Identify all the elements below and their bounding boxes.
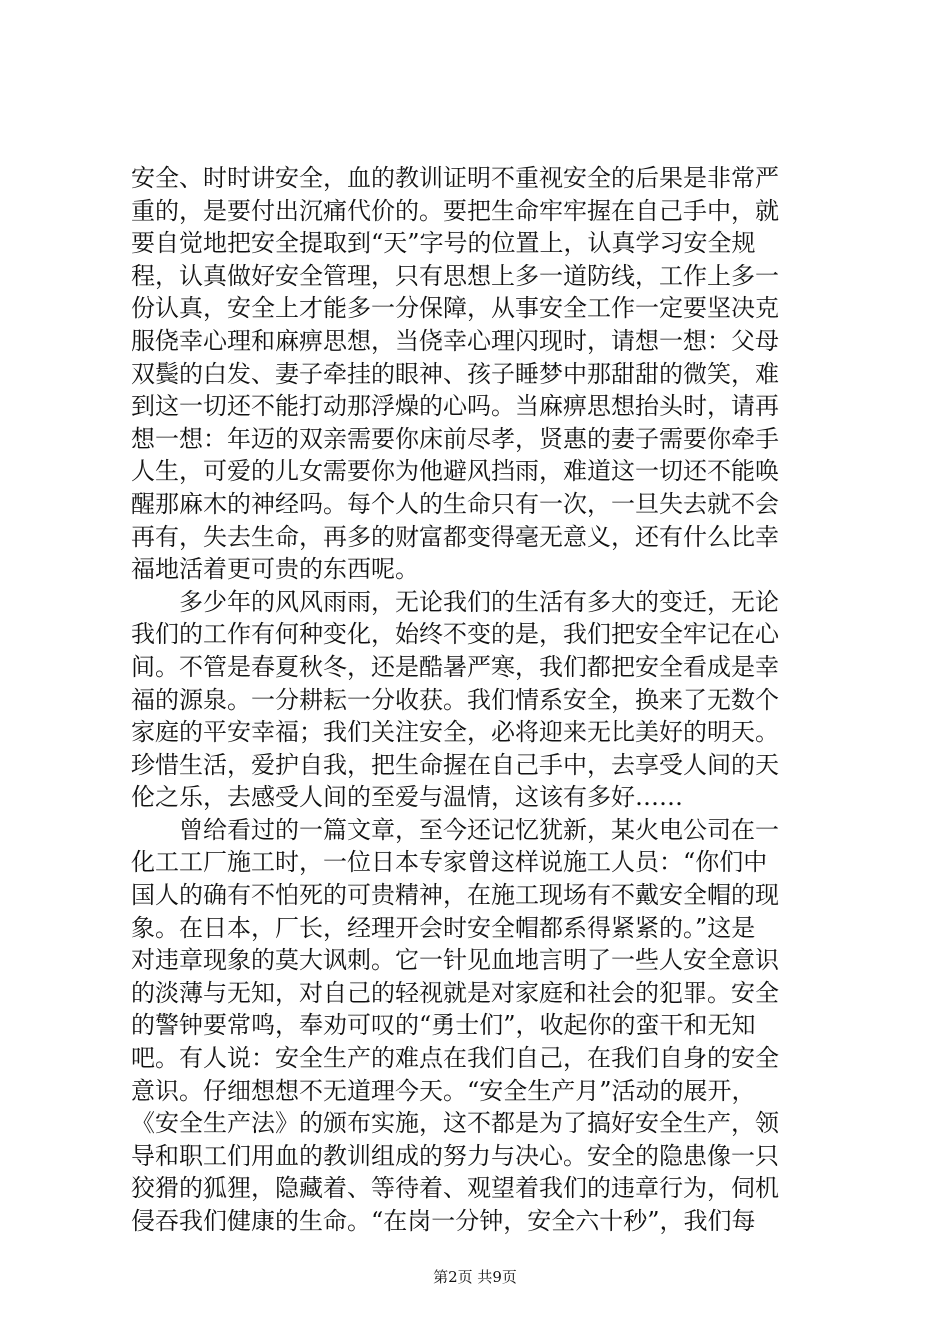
text-line: 珍惜生活，爱护自我，把生命握在自己手中，去享受人间的天 bbox=[131, 750, 779, 779]
text-line: 伦之乐，去感受人间的至爱与温情，这该有多好…… bbox=[131, 783, 683, 812]
text-line: 的淡薄与无知，对自己的轻视就是对家庭和社会的犯罪。安全 bbox=[131, 978, 779, 1007]
text-line: 吧。有人说：安全生产的难点在我们自己，在我们自身的安全 bbox=[131, 1044, 779, 1073]
text-line: 多少年的风风雨雨，无论我们的生活有多大的变迁，无论 bbox=[131, 587, 779, 616]
text-line: 要自觉地把安全提取到“天”字号的位置上，认真学习安全规 bbox=[131, 229, 756, 258]
text-line: 曾给看过的一篇文章，至今还记忆犹新，某火电公司在一 bbox=[131, 815, 779, 844]
text-line: 间。不管是春夏秋冬，还是酷暑严寒，我们都把安全看成是幸 bbox=[131, 652, 779, 681]
text-line: 我们的工作有何种变化，始终不变的是，我们把安全牢记在心 bbox=[131, 620, 779, 649]
text-line: 安全、时时讲安全，血的教训证明不重视安全的后果是非常严 bbox=[131, 164, 779, 192]
text-line: 国人的确有不怕死的可贵精神，在施工现场有不戴安全帽的现 bbox=[131, 881, 779, 910]
text-line: 再有，失去生命，再多的财富都变得毫无意义，还有什么比幸 bbox=[131, 522, 779, 551]
text-line: 《安全生产法》的颁布实施，这不都是为了搞好安全生产，领 bbox=[131, 1109, 779, 1138]
text-line: 狡猾的狐狸，隐藏着、等待着、观望着我们的违章行为，伺机 bbox=[131, 1174, 779, 1203]
page-number-footer: 第2页 共9页 bbox=[433, 1268, 517, 1286]
text-line: 化工工厂施工时，一位日本专家曾这样说施工人员：“你们中 bbox=[131, 848, 768, 877]
text-line: 家庭的平安幸福；我们关注安全，必将迎来无比美好的明天。 bbox=[131, 718, 779, 747]
text-line: 人生，可爱的儿女需要你为他避风挡雨，难道这一切还不能唤 bbox=[131, 457, 779, 486]
text-line: 福地活着更可贵的东西呢。 bbox=[131, 555, 419, 584]
text-line: 对违章现象的莫大讽刺。它一针见血地言明了一些人安全意识 bbox=[131, 946, 779, 975]
text-line: 象。在日本，厂长，经理开会时安全帽都系得紧紧的。”这是 bbox=[131, 913, 756, 942]
text-line: 双鬓的白发、妻子牵挂的眼神、孩子睡梦中那甜甜的微笑，难 bbox=[131, 359, 779, 388]
text-line: 到这一切还不能打动那浮燥的心吗。当麻痹思想抬头时，请再 bbox=[131, 392, 779, 421]
text-line: 想一想：年迈的双亲需要你床前尽孝，贤惠的妻子需要你牵手 bbox=[131, 424, 779, 453]
text-line: 侵吞我们健康的生命。“在岗一分钟，安全六十秒”，我们每 bbox=[131, 1207, 756, 1235]
text-line: 导和职工们用血的教训组成的努力与决心。安全的隐患像一只 bbox=[131, 1141, 779, 1170]
text-line: 意识。仔细想想不无道理今天。“安全生产月”活动的展开， bbox=[131, 1076, 756, 1105]
text-line: 份认真，安全上才能多一分保障，从事安全工作一定要坚决克 bbox=[131, 294, 779, 323]
text-line: 服侥幸心理和麻痹思想，当侥幸心理闪现时，请想一想：父母 bbox=[131, 326, 779, 355]
text-line: 醒那麻木的神经吗。每个人的生命只有一次，一旦失去就不会 bbox=[131, 489, 779, 518]
text-line: 的警钟要常鸣，奉劝可叹的“勇士们”，收起你的蛮干和无知 bbox=[131, 1011, 756, 1040]
text-line: 福的源泉。一分耕耘一分收获。我们情系安全，换来了无数个 bbox=[131, 685, 779, 714]
text-line: 重的，是要付出沉痛代价的。要把生命牢牢握在自己手中，就 bbox=[131, 196, 779, 225]
text-line: 程，认真做好安全管理，只有思想上多一道防线，工作上多一 bbox=[131, 261, 779, 290]
document-body bbox=[131, 162, 831, 1238]
